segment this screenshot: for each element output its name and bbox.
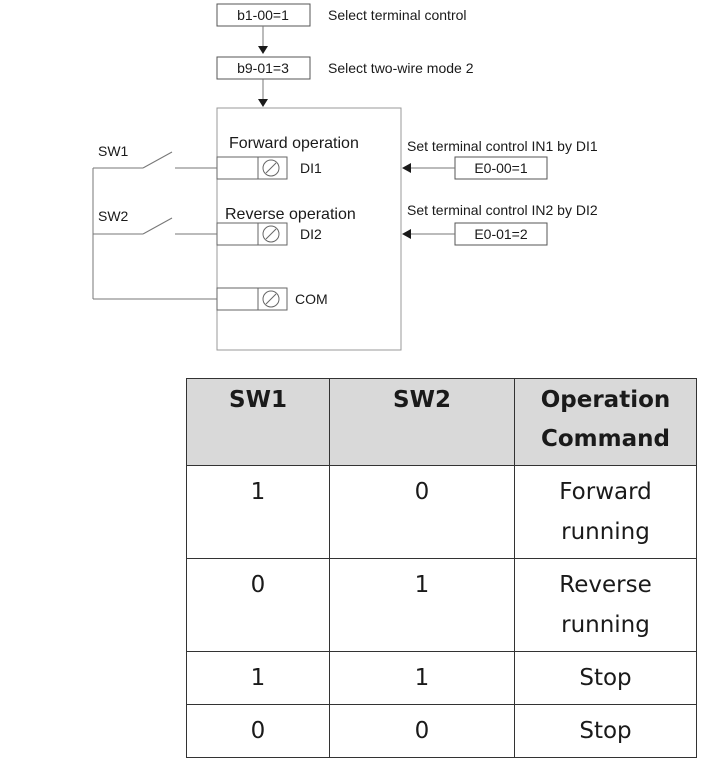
sw2-label: SW2 [98,208,129,224]
header-sw1: SW1 [187,379,330,466]
param-b1-00: b1-00=1 [237,7,289,23]
sw1-label: SW1 [98,143,129,159]
cell-sw2: 0 [330,705,515,758]
step-arrow-2 [258,99,268,107]
wiring-diagram [0,0,704,370]
param-e0-00: E0-00=1 [474,160,528,176]
table-row [187,652,697,705]
table-header-row [187,379,697,466]
di1-label: DI1 [300,160,322,176]
cell-command: Reverse running [515,559,697,652]
forward-operation-label: Forward operation [229,135,359,152]
param-b9-01: b9-01=3 [237,60,289,76]
cell-command: Stop [515,652,697,705]
cell-command: Forward running [515,466,697,559]
cell-sw2: 1 [330,652,515,705]
com-label: COM [295,291,328,307]
table-row [187,466,697,559]
in1-arrow-head [402,163,411,173]
step-arrow-1 [258,46,268,54]
operation-command-table [186,378,697,758]
in2-arrow-head [402,229,411,239]
sw2-contact [143,218,172,234]
param-e0-01: E0-01=2 [474,226,528,242]
sw1-contact [143,152,172,168]
cell-command: Stop [515,705,697,758]
cell-sw1: 0 [187,559,330,652]
cell-sw2: 0 [330,466,515,559]
cell-sw1: 0 [187,705,330,758]
table-row [187,705,697,758]
cell-sw2: 1 [330,559,515,652]
step2-description: Select two-wire mode 2 [328,60,474,76]
table-row [187,559,697,652]
reverse-operation-label: Reverse operation [225,206,356,223]
header-sw2: SW2 [330,379,515,466]
cell-sw1: 1 [187,466,330,559]
di2-label: DI2 [300,226,322,242]
cell-sw1: 1 [187,652,330,705]
header-operation-command: Operation Command [515,379,697,466]
in1-setting-description: Set terminal control IN1 by DI1 [407,138,598,154]
in2-setting-description: Set terminal control IN2 by DI2 [407,202,598,218]
step1-description: Select terminal control [328,7,467,23]
